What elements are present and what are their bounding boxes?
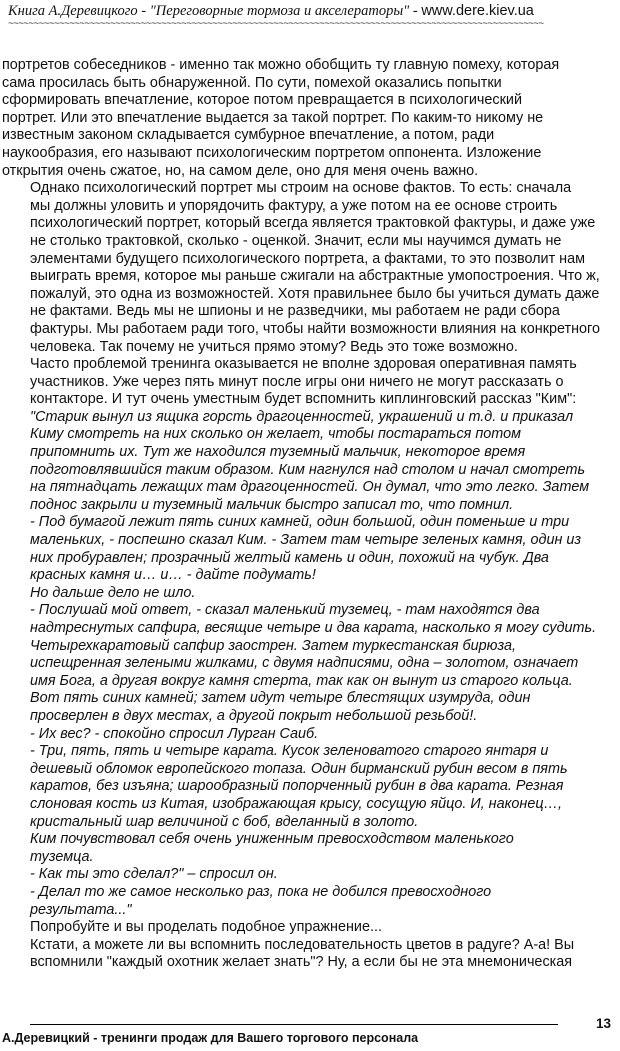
paragraph xyxy=(2,866,615,884)
text-line: Но дальше дело не шло. xyxy=(30,584,196,601)
header-line xyxy=(8,2,612,20)
text-line: просверлен в двух местах, а другой покрыт небольшой резьбой!. xyxy=(30,707,478,724)
text-line: мы должны уловить и упорядочить фактуру, а уже потом на ее основе строить xyxy=(30,197,558,214)
text-line: надтреснутых сапфира, весящие четыре и два карата, насколько я могу судить. xyxy=(30,620,597,636)
paragraph xyxy=(2,937,615,972)
text-line: припомнить их. Тут же находился туземный мальчик, некоторое время xyxy=(30,444,526,461)
text-line: - Три, пять, пять и четыре карата. Кусок зеленоватого старого янтаря и xyxy=(30,743,549,760)
header-book-title: Книга А.Деревицкого - "Переговорные тормоза и акселераторы" - xyxy=(8,3,422,19)
header-tilde-rule: ~~~~~~~~~~~~~~~~~~~~~~~~~~~~~~~~~~~~~~~~~~~~~~~~~~~~~~~~~~~~~~~~~~~~~~~~~~~~~~~~~~~~~~~~~~~~~~~~~~~~~~~~~ xyxy=(8,20,544,29)
text-line: Четырехкаратовый сапфир заострен. Затем туркестанская бирюза, xyxy=(30,637,516,654)
running-header xyxy=(8,2,612,30)
text-line: дешевый обломок европейского топаза. Один бирманский рубин весом в пять xyxy=(30,760,568,777)
text-line: поднос закрыли и туземный мальчик быстро записал то, что помнил. xyxy=(30,496,514,513)
text-line: подготовлявшийся таким образом. Ким нагнулся над столом и начал смотреть xyxy=(30,461,586,478)
footer-rule xyxy=(30,1024,558,1025)
text-line: Часто проблемой тренинга оказывается не вполне здоровая оперативная память xyxy=(30,356,577,373)
text-line: открытия очень сжатое, но, на самом деле, оно для меня очень важно. xyxy=(2,162,479,179)
text-line: известным законом складывается сумбурное впечатление, а потом, ради xyxy=(2,127,495,144)
text-line: "Старик вынул из ящика горсть драгоценностей, украшений и т.д. и приказал xyxy=(30,408,574,425)
text-line: психологический портрет, который всегда является трактовкой фактуры, и даже уже xyxy=(30,215,596,232)
text-line: не фактами. Ведь мы не шпионы и не разведчики, мы работаем не ради сбора xyxy=(30,303,560,320)
text-line: Однако психологический портрет мы строим на основе фактов. То есть: сначала xyxy=(30,180,572,197)
text-line: Попробуйте и вы проделать подобное упражнение... xyxy=(30,919,382,936)
text-line: наукообразия, его называют психологическим портретом оппонента. Изложение xyxy=(2,144,542,161)
text-line: портретов собеседников - именно так можно обобщить ту главную помеху, которая xyxy=(2,57,560,73)
text-line: сама просилась быть обнаруженной. По сути, помехой оказались попытки xyxy=(2,74,502,91)
text-line: Ким почувствовал себя очень униженным превосходством маленького xyxy=(30,831,514,848)
text-line: сформировать впечатление, которое потом превращается в психологический xyxy=(2,92,522,109)
text-line: кристальный шар величиной с боб, вделанный в золото. xyxy=(30,813,419,830)
text-line: Киму смотреть на них сколько он желает, чтобы постараться потом xyxy=(30,426,521,443)
text-line: контакторе. И тут очень уместным будет вспомнить киплинговский рассказ "Ким": xyxy=(30,391,577,408)
header-url: www.dere.kiev.ua xyxy=(421,3,534,19)
text-line: испещренная зелеными жилками, с двумя надписями, одна – золотом, означает xyxy=(30,655,579,672)
text-line: - Делал то же самое несколько раз, пока не добился превосходного xyxy=(30,883,492,900)
text-line: не столько трактовкой, сколько - оценкой. Значит, если мы научимся думать не xyxy=(30,232,562,249)
text-line: результата..." xyxy=(30,901,132,918)
text-line: на пятнадцать лежащих там драгоценностей. Он думал, что это легко. Затем xyxy=(30,479,590,496)
text-line: маленьких, - поспешно сказал Ким. - Затем там четыре зеленых камня, один из xyxy=(30,532,582,549)
paragraph xyxy=(2,831,615,866)
paragraph xyxy=(2,585,615,603)
paragraph xyxy=(2,180,615,356)
text-line: слоновая кость из Китая, изображающая крысу, сосущую яйцо. И, наконец…, xyxy=(30,795,562,812)
body-text xyxy=(2,57,615,972)
text-line: участников. Уже через пять минут после игры они ничего не могут рассказать о xyxy=(30,373,564,390)
paragraph xyxy=(2,884,615,919)
text-line: фактуры. Мы работаем ради того, чтобы найти возможности влияния на конкретного xyxy=(30,320,600,337)
text-line: - Послушай мой ответ, - сказал маленький туземец, - там находятся два xyxy=(30,602,540,619)
text-line: вспомнили "каждый охотник желает знать"? Ну, а если бы не эта мнемоническая xyxy=(30,954,573,971)
text-line: портрет. Или это впечатление выдается за такой портрет. По каким-то никому не xyxy=(2,109,544,126)
text-line: человека. Так почему не учиться прямо этому? Ведь это тоже возможно. xyxy=(30,338,518,355)
text-line: пожалуй, это одна из возможностей. Хотя правильнее было бы учиться думать даже xyxy=(30,285,600,302)
text-line: Вот пять синих камней; затем идут четыре блестящих изумруда, один xyxy=(30,690,531,707)
text-line: элементами будущего психологического портрета, а фактами, то это позволит нам xyxy=(30,250,586,267)
text-line: туземца. xyxy=(30,848,94,865)
text-line: выиграть время, которое мы раньше сжигали на абстрактные умопостроения. Что ж, xyxy=(30,268,600,285)
paragraph xyxy=(2,514,615,584)
paragraph xyxy=(2,356,615,409)
text-line: них пробуравлен; прозрачный желтый камень и один, похожий на чубук. Два xyxy=(30,549,549,566)
paragraph xyxy=(2,726,615,744)
text-line: - Их вес? - спокойно спросил Лурган Саиб. xyxy=(30,725,319,742)
paragraph xyxy=(2,57,615,180)
text-line: - Как ты это сделал?" – спросил он. xyxy=(30,866,278,883)
text-line: каратов, без изъяна; шарообразный попорченный рубин в два карата. Резная xyxy=(30,778,564,795)
paragraph xyxy=(2,602,615,725)
page-number: 13 xyxy=(596,1016,612,1031)
paragraph xyxy=(2,743,615,831)
paragraph xyxy=(2,919,615,937)
paragraph xyxy=(2,409,615,515)
text-line: - Под бумагой лежит пять синих камней, один большой, один поменьше и три xyxy=(30,514,570,531)
text-line: красных камня и… и… - дайте подумать! xyxy=(30,567,316,584)
text-line: имя Бога, а другая вокруг камня стерта, так как он вынут из старого кольца. xyxy=(30,672,573,689)
text-line: Кстати, а можете ли вы вспомнить последовательность цветов в радуге? А-а! Вы xyxy=(30,936,575,953)
footer-text: А.Деревицкий - тренинги продаж для Вашего торгового персонала xyxy=(2,1031,419,1045)
